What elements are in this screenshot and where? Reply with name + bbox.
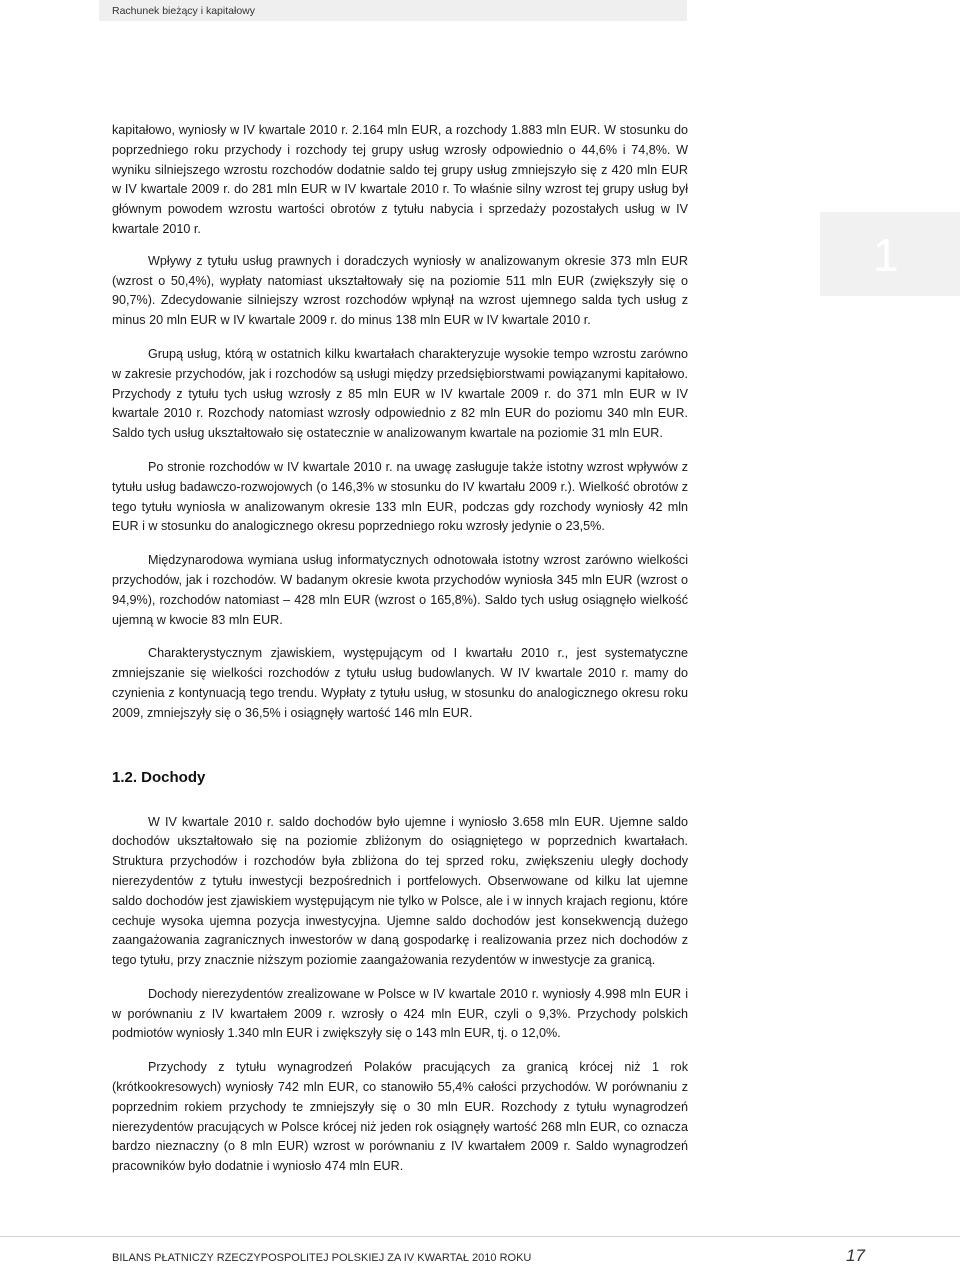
footer-divider xyxy=(0,1236,960,1237)
paragraph: W IV kwartale 2010 r. saldo dochodów było ujemne i wyniosło 3.658 mln EUR. Ujemne saldo dochodów ukształtowało się na poziomie zbliżonym do osiągniętego w poprzednich kwartałach. Struktura przychodów i rozchodów była zbliżona do tej sprzed roku, zwiększeniu uległy dochody nierezydentów z tytułu inwestycji bezpośrednich i portfelowych. Obserwowane od kilku lat ujemne saldo dochodów jest zjawiskiem występującym nie tylko w Polsce, ale i w innych krajach regionu, które cechuje wysoka ujemna pozycja inwestycyjna. Ujemne saldo dochodów jest konsekwencją dużego zaangażowania zagranicznych inwestorów w daną gospodarkę i realizowania przez nich dochodów z tego tytułu, przy znacznie niższym poziomie zaangażowania rezydentów w inwestycje za granicą. xyxy=(112,814,688,968)
paragraph: Międzynarodowa wymiana usług informatycznych odnotowała istotny wzrost zarówno wielkości przychodów, jak i rozchodów. W badanym okresie kwota przychodów wyniosła 345 mln EUR (wzrost o 94,9%), rozchodów natomiast – 428 mln EUR (wzrost o 165,8%). Saldo tych usług osiągnęło wielkość ujemną w kwocie 83 mln EUR. xyxy=(112,553,688,627)
paragraph: Przychody z tytułu wynagrodzeń Polaków pracujących za granicą krócej niż 1 rok (krótkookresowych) wyniosły 742 mln EUR, co stanowiło 55,4% całości przychodów. W porównaniu z poprzednim rokiem przychody te zmniejszyły się o 30 mln EUR. Rozchody z tytułu wynagrodzeń nierezydentów pracujących w Polsce krócej niż jeden rok osiągnęły wartość 268 mln EUR, co oznacza bardzo nieznaczny (o 8 mln EUR) wzrost w porównaniu z IV kwartałem 2009 r. Saldo wynagrodzeń pracowników było dodatnie i wyniosło 474 mln EUR. xyxy=(112,1060,688,1174)
footer-publication-title: BILANS PŁATNICZY RZECZYPOSPOLITEJ POLSKIEJ ZA IV KWARTAŁ 2010 ROKU xyxy=(112,1252,532,1264)
paragraph: Dochody nierezydentów zrealizowane w Polsce w IV kwartale 2010 r. wyniosły 4.998 mln EUR i w porównaniu z IV kwartałem 2009 r. wzrosły o 424 mln EUR, czyli o 9,3%. Przychody polskich podmiotów wyniosły 1.340 mln EUR i zwiększyły się o 143 mln EUR, tj. o 12,0%. xyxy=(112,986,688,1041)
paragraph: Grupą usług, którą w ostatnich kilku kwartałach charakteryzuje wysokie tempo wzrostu zarówno w zakresie przychodów, jak i rozchodów są usługi między przedsiębiorstwami powiązanymi kapitałowo. Przychody z tytułu tych usług wzrosły z 85 mln EUR w IV kwartale 2009 r. do 371 mln EUR w IV kwartale 2010 r. Rozchody natomiast wzrosły odpowiednio z 82 mln EUR do poziomu 340 mln EUR. Saldo tych usług ukształtowało się ostatecznie w analizowanym kwartale na poziomie 31 mln EUR. xyxy=(112,346,688,441)
paragraph: Charakterystycznym zjawiskiem, występującym od I kwartału 2010 r., jest systematyczne zmniejszanie się wielkości rozchodów z tytułu usług budowlanych. W IV kwartale 2010 r. mamy do czynienia z kontynuacją tego trendu. Wypłaty z tytułu usług, w stosunku do analogicznego okresu roku 2009, zmniejszyły się o 36,5% i osiągnęły wartość 146 mln EUR. xyxy=(112,646,688,720)
section-title: 1.2. Dochody xyxy=(112,768,206,786)
page-number: 17 xyxy=(846,1246,865,1265)
chapter-number: 1 xyxy=(873,229,899,281)
paragraph: kapitałowo, wyniosły w IV kwartale 2010 r. 2.164 mln EUR, a rozchody 1.883 mln EUR. W stosunku do poprzedniego roku przychody i rozchody tej grupy usług wzrosły odpowiednio o 44,6% i 74,8%. W wyniku silniejszego wzrostu rozchodów dodatnie saldo tej grupy usług zmniejszyło się z 420 mln EUR w IV kwartale 2009 r. do 281 mln EUR w IV kwartale 2010 r. To właśnie silny wzrost tej grupy usług był głównym powodem wzrostu wartości obrotów z tytułu nabycia i sprzedaży pozostałych usług w IV kwartale 2010 r. xyxy=(112,123,688,236)
paragraph: Wpływy z tytułu usług prawnych i doradczych wyniosły w analizowanym okresie 373 mln EUR (wzrost o 50,4%), wypłaty natomiast ukształtowały się na poziomie 511 mln EUR (zwiększyły się o 90,7%). Zdecydowanie silniejszy wzrost rozchodów wpłynął na wzrost ujemnego salda tych usług z minus 20 mln EUR w IV kwartale 2009 r. do minus 138 mln EUR w IV kwartale 2010 r. xyxy=(112,253,688,328)
running-header-title: Rachunek bieżący i kapitałowy xyxy=(112,5,255,17)
paragraph: Po stronie rozchodów w IV kwartale 2010 r. na uwagę zasługuje także istotny wzrost wpływów z tytułu usług badawczo-rozwojowych (o 146,3% w stosunku do IV kwartału 2009 r.). Wielkość obrotów z tego tytułu wyniosła w analizowanym okresie 133 mln EUR, podczas gdy rozchody wyniosły 42 mln EUR i w stosunku do analogicznego okresu poprzedniego roku wzrosły jedynie o 23,5%. xyxy=(112,459,688,534)
main-content xyxy=(112,121,688,1177)
